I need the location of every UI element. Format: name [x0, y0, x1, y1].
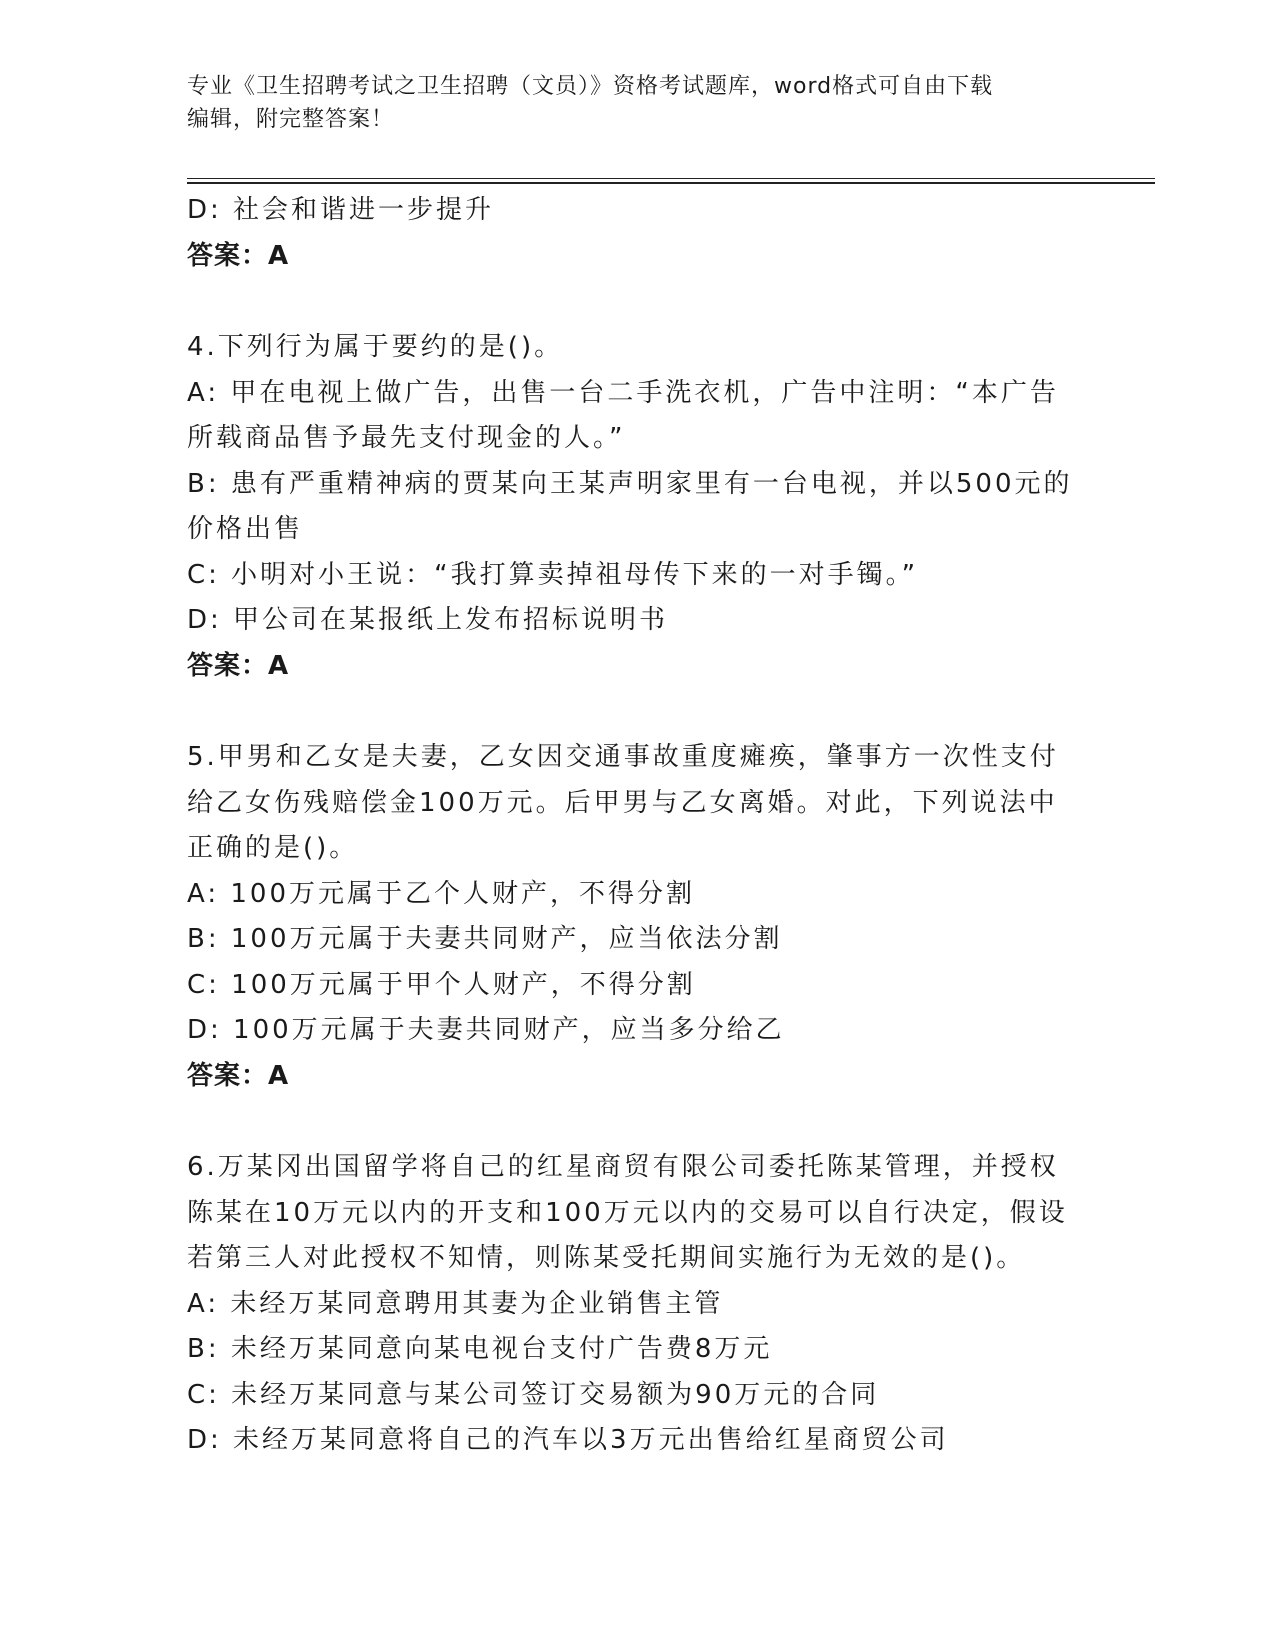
- header-rule-thin: [187, 178, 1155, 179]
- header-rule-thick: [187, 182, 1155, 184]
- option-a: A: 未经万某同意聘用其妻为企业销售主管: [187, 1288, 724, 1319]
- question-previous: [187, 188, 1067, 279]
- question-stem: 4.下列行为属于要约的是()。: [187, 332, 564, 362]
- option-d: D: 未经万某同意将自己的汽车以3万元出售给红星商贸公司: [187, 1425, 949, 1455]
- header-line-1: 专业《卫生招聘考试之卫生招聘（文员）》资格考试题库，word格式可自由下载: [187, 74, 994, 99]
- question-list: [187, 188, 1073, 1464]
- option-d: D: 100万元属于夫妻共同财产，应当多分给乙: [187, 1015, 785, 1045]
- option-d: D: 社会和谐进一步提升: [187, 195, 495, 225]
- question-stem-line-3: 若第三人对此授权不知情，则陈某受托期间实施行为无效的是()。: [187, 1243, 1026, 1273]
- option-d: D: 甲公司在某报纸上发布招标说明书: [187, 605, 669, 635]
- question-stem-line-1: 6.万某冈出国留学将自己的红星商贸有限公司委托陈某管理，并授权: [187, 1152, 1059, 1182]
- option-b: B: 未经万某同意向某电视台支付广告费8万元: [187, 1334, 773, 1364]
- question-4: [187, 325, 1073, 689]
- option-b-line-2: 价格出售: [187, 514, 304, 544]
- document-header: [187, 70, 1067, 136]
- option-b-line-1: B: 患有严重精神病的贾某向王某声明家里有一台电视，并以500元的: [187, 468, 1073, 499]
- question-6: [187, 1145, 1067, 1464]
- option-c: C: 未经万某同意与某公司签订交易额为90万元的合同: [187, 1379, 880, 1410]
- header-line-2: 编辑，附完整答案！: [187, 107, 395, 132]
- question-stem-line-1: 5.甲男和乙女是夫妻，乙女因交通事故重度瘫痪，肇事方一次性支付: [187, 742, 1059, 772]
- question-stem-line-3: 正确的是()。: [187, 833, 359, 863]
- question-5: [187, 735, 1067, 1099]
- option-a-line-2: 所载商品售予最先支付现金的人。”: [187, 423, 626, 453]
- option-c: C: 100万元属于甲个人财产，不得分割: [187, 969, 696, 1000]
- question-stem-line-2: 给乙女伤残赔偿金100万元。后甲男与乙女离婚。对此，下列说法中: [187, 787, 1058, 818]
- option-a: A: 100万元属于乙个人财产，不得分割: [187, 878, 695, 909]
- option-b: B: 100万元属于夫妻共同财产，应当依法分割: [187, 924, 783, 954]
- answer: 答案：A: [187, 1060, 290, 1091]
- option-c: C: 小明对小王说：“我打算卖掉祖母传下来的一对手镯。”: [187, 559, 919, 590]
- answer: 答案：A: [187, 650, 290, 681]
- answer: 答案：A: [187, 240, 290, 271]
- option-a-line-1: A: 甲在电视上做广告，出售一台二手洗衣机，广告中注明：“本广告: [187, 377, 1059, 408]
- question-stem-line-2: 陈某在10万元以内的开支和100万元以内的交易可以自行决定，假设: [187, 1197, 1068, 1228]
